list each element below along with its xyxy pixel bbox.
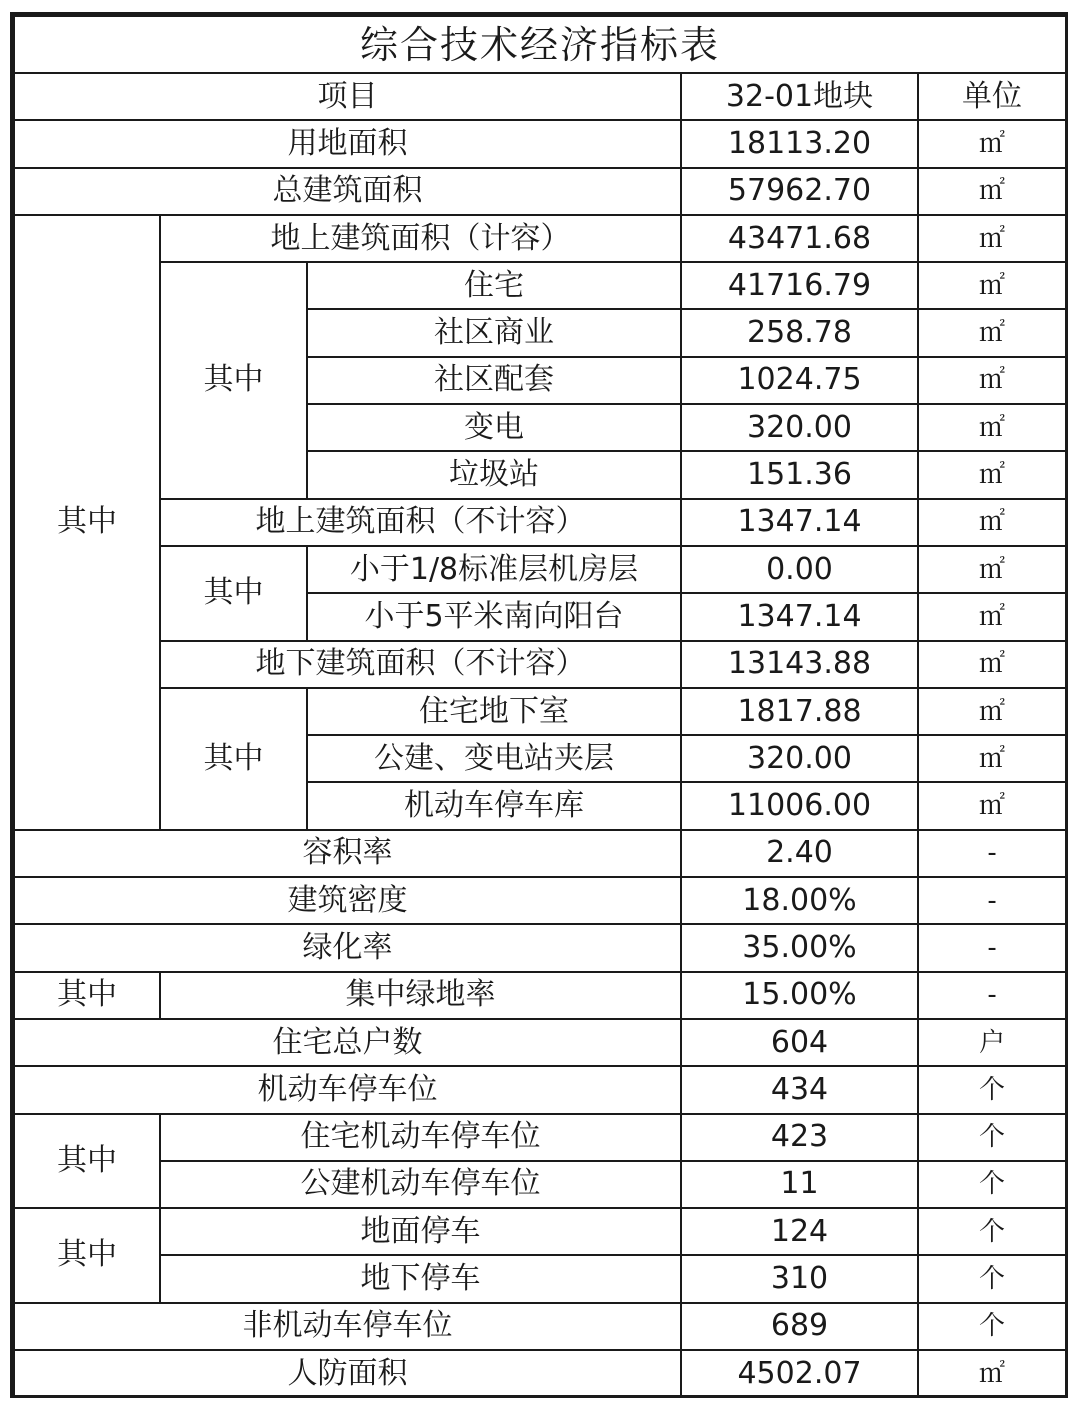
row-value: 2.40 — [681, 830, 918, 877]
row-unit: ㎡ — [918, 309, 1066, 356]
header-row — [14, 73, 1066, 120]
table-title: 综合技术经济指标表 — [14, 16, 1066, 73]
row-value: 124 — [681, 1208, 918, 1255]
table-row — [14, 1161, 1066, 1208]
row-label: 社区配套 — [307, 357, 681, 404]
row-value: 1347.14 — [681, 593, 918, 640]
table-row — [14, 830, 1066, 877]
row-unit: ㎡ — [918, 546, 1066, 593]
table-row — [14, 972, 1066, 1019]
row-label: 机动车停车位 — [14, 1066, 681, 1113]
row-label: 总建筑面积 — [14, 168, 681, 215]
row-label: 机动车停车库 — [307, 782, 681, 829]
row-value: 310 — [681, 1255, 918, 1302]
row-value: 41716.79 — [681, 262, 918, 309]
table-row — [14, 1255, 1066, 1302]
row-label: 非机动车停车位 — [14, 1303, 681, 1350]
row-unit: - — [918, 877, 1066, 924]
table-row — [14, 262, 1066, 309]
row-unit: ㎡ — [918, 1350, 1066, 1397]
row-unit: ㎡ — [918, 168, 1066, 215]
table-row — [14, 1303, 1066, 1350]
row-unit: ㎡ — [918, 451, 1066, 498]
row-value: 0.00 — [681, 546, 918, 593]
row-value: 18.00% — [681, 877, 918, 924]
row-value: 15.00% — [681, 972, 918, 1019]
row-unit: ㎡ — [918, 735, 1066, 782]
row-unit: - — [918, 924, 1066, 971]
row-value: 434 — [681, 1066, 918, 1113]
header-unit: 单位 — [918, 73, 1066, 120]
row-unit: ㎡ — [918, 688, 1066, 735]
row-label: 公建、变电站夹层 — [307, 735, 681, 782]
row-value: 320.00 — [681, 404, 918, 451]
row-label: 住宅地下室 — [307, 688, 681, 735]
indicator-table-frame — [10, 12, 1068, 1398]
row-label: 垃圾站 — [307, 451, 681, 498]
row-label: 住宅总户数 — [14, 1019, 681, 1066]
row-label: 小于1/8标准层机房层 — [307, 546, 681, 593]
table-row — [14, 215, 1066, 262]
table-row — [14, 499, 1066, 546]
row-value: 1347.14 — [681, 499, 918, 546]
subgroup-label-qizhong: 其中 — [160, 688, 307, 830]
group-label-qizhong: 其中 — [14, 972, 160, 1019]
subgroup-label-qizhong: 其中 — [160, 546, 307, 641]
title-row — [14, 16, 1066, 73]
row-value: 604 — [681, 1019, 918, 1066]
group-label-qizhong: 其中 — [14, 215, 160, 830]
table-row — [14, 1066, 1066, 1113]
row-unit: ㎡ — [918, 593, 1066, 640]
row-value: 35.00% — [681, 924, 918, 971]
row-unit: 个 — [918, 1303, 1066, 1350]
table-row — [14, 688, 1066, 735]
row-value: 57962.70 — [681, 168, 918, 215]
row-unit: - — [918, 830, 1066, 877]
row-value: 320.00 — [681, 735, 918, 782]
row-unit: ㎡ — [918, 215, 1066, 262]
row-value: 258.78 — [681, 309, 918, 356]
table-row — [14, 120, 1066, 167]
row-label: 集中绿地率 — [160, 972, 681, 1019]
table-row — [14, 1019, 1066, 1066]
row-label: 建筑密度 — [14, 877, 681, 924]
row-label: 地下停车 — [160, 1255, 681, 1302]
row-label: 绿化率 — [14, 924, 681, 971]
row-unit: ㎡ — [918, 262, 1066, 309]
table-row — [14, 877, 1066, 924]
row-value: 13143.88 — [681, 641, 918, 688]
row-value: 423 — [681, 1114, 918, 1161]
row-label: 变电 — [307, 404, 681, 451]
row-label: 公建机动车停车位 — [160, 1161, 681, 1208]
table-row — [14, 1208, 1066, 1255]
row-unit: 个 — [918, 1161, 1066, 1208]
table-row — [14, 924, 1066, 971]
group-label-qizhong: 其中 — [14, 1208, 160, 1303]
row-unit: ㎡ — [918, 641, 1066, 688]
row-value: 4502.07 — [681, 1350, 918, 1397]
table-row — [14, 168, 1066, 215]
table-row — [14, 641, 1066, 688]
row-unit: 个 — [918, 1066, 1066, 1113]
indicator-table — [13, 15, 1067, 1398]
row-unit: ㎡ — [918, 357, 1066, 404]
row-value: 18113.20 — [681, 120, 918, 167]
row-value: 11006.00 — [681, 782, 918, 829]
row-unit: 户 — [918, 1019, 1066, 1066]
row-value: 689 — [681, 1303, 918, 1350]
subgroup-label-qizhong: 其中 — [160, 262, 307, 498]
row-value: 1024.75 — [681, 357, 918, 404]
row-label: 容积率 — [14, 830, 681, 877]
row-label: 用地面积 — [14, 120, 681, 167]
row-unit: 个 — [918, 1208, 1066, 1255]
row-unit: 个 — [918, 1255, 1066, 1302]
header-item: 项目 — [14, 73, 681, 120]
row-unit: ㎡ — [918, 499, 1066, 546]
row-unit: ㎡ — [918, 404, 1066, 451]
row-value: 43471.68 — [681, 215, 918, 262]
row-label: 地下建筑面积（不计容） — [160, 641, 681, 688]
row-unit: - — [918, 972, 1066, 1019]
row-unit: 个 — [918, 1114, 1066, 1161]
row-label: 小于5平米南向阳台 — [307, 593, 681, 640]
row-value: 151.36 — [681, 451, 918, 498]
row-label: 地上建筑面积（不计容） — [160, 499, 681, 546]
row-label: 人防面积 — [14, 1350, 681, 1397]
table-row — [14, 1350, 1066, 1397]
row-value: 1817.88 — [681, 688, 918, 735]
row-value: 11 — [681, 1161, 918, 1208]
row-label: 住宅 — [307, 262, 681, 309]
row-label: 住宅机动车停车位 — [160, 1114, 681, 1161]
row-label: 地上建筑面积（计容） — [160, 215, 681, 262]
group-label-qizhong: 其中 — [14, 1114, 160, 1209]
row-unit: ㎡ — [918, 782, 1066, 829]
row-unit: ㎡ — [918, 120, 1066, 167]
row-label: 社区商业 — [307, 309, 681, 356]
table-row — [14, 546, 1066, 593]
table-row — [14, 1114, 1066, 1161]
header-plot: 32-01地块 — [681, 73, 918, 120]
row-label: 地面停车 — [160, 1208, 681, 1255]
